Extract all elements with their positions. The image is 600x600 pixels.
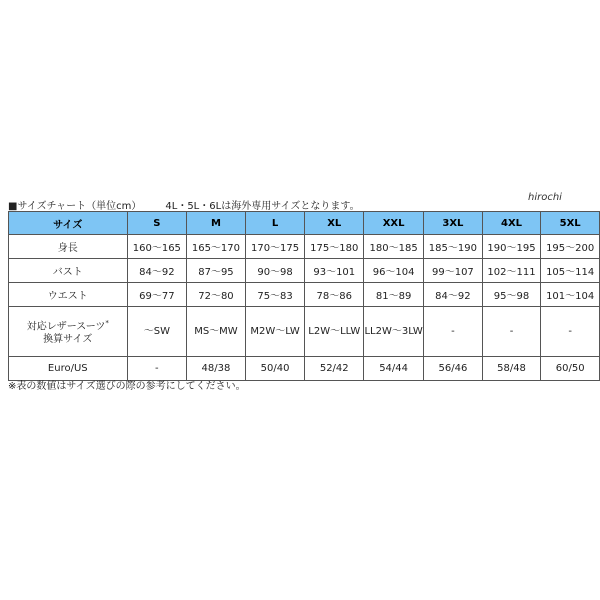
table-cell: 175～180: [305, 235, 364, 259]
table-cell: 50/40: [245, 357, 305, 381]
table-row-height: [9, 235, 600, 259]
table-cell: -: [482, 307, 541, 357]
header-cell-3xl: 3XL: [424, 212, 483, 235]
header-cell-4xl: 4XL: [482, 212, 541, 235]
table-cell: 90～98: [245, 259, 305, 283]
header-row: [9, 212, 600, 235]
table-cell: 102～111: [482, 259, 541, 283]
table-cell: 60/50: [541, 357, 600, 381]
table-cell: 56/46: [424, 357, 483, 381]
watermark-text: hirochi: [528, 192, 562, 203]
table-cell: 81～89: [364, 283, 424, 307]
table-cell: 96～104: [364, 259, 424, 283]
table-row-leather-suit: [9, 307, 600, 357]
table-cell: 52/42: [305, 357, 364, 381]
table-cell: -: [424, 307, 483, 357]
table-cell: 190～195: [482, 235, 541, 259]
table-cell: 72～80: [187, 283, 246, 307]
row-label-line1: 対応レザースーツ: [26, 321, 106, 333]
table-cell: -: [127, 357, 187, 381]
table-row-waist: [9, 283, 600, 307]
table-cell: 95～98: [482, 283, 541, 307]
table-cell: 54/44: [364, 357, 424, 381]
table-cell: 160～165: [127, 235, 187, 259]
header-cell-xl: XL: [305, 212, 364, 235]
chart-header: [8, 197, 360, 212]
row-label-line2: 換算サイズ: [43, 334, 93, 346]
table-cell: 87～95: [187, 259, 246, 283]
table-cell: 75～83: [245, 283, 305, 307]
asterisk-mark: *: [105, 318, 109, 327]
table-cell: MS～MW: [187, 307, 246, 357]
table-cell: 101～104: [541, 283, 600, 307]
table-row-bust: [9, 259, 600, 283]
table-cell: -: [541, 307, 600, 357]
table-cell: 48/38: [187, 357, 246, 381]
table-cell: 58/48: [482, 357, 541, 381]
header-cell-l: L: [245, 212, 305, 235]
table-cell: LL2W～3LW: [364, 307, 424, 357]
header-cell-5xl: 5XL: [541, 212, 600, 235]
table-cell: 69～77: [127, 283, 187, 307]
chart-title: ■サイズチャート（単位cm）: [8, 201, 142, 212]
header-cell-xxl: XXL: [364, 212, 424, 235]
table-cell: M2W～LW: [245, 307, 305, 357]
table-cell: L2W～LLW: [305, 307, 364, 357]
row-label: ウエスト: [9, 283, 128, 307]
header-cell-s: S: [127, 212, 187, 235]
table-cell: 99～107: [424, 259, 483, 283]
table-cell: 105～114: [541, 259, 600, 283]
overseas-size-note: 4L・5L・6Lは海外専用サイズとなります。: [165, 201, 360, 212]
table-cell: 170～175: [245, 235, 305, 259]
reference-footnote: ※表の数値はサイズ選びの際の参考にしてください。: [8, 381, 246, 392]
table-cell: 195～200: [541, 235, 600, 259]
row-label: Euro/US: [9, 357, 128, 381]
header-cell-size: サイズ: [9, 212, 128, 235]
table-cell: 93～101: [305, 259, 364, 283]
table-cell: 185～190: [424, 235, 483, 259]
header-cell-m: M: [187, 212, 246, 235]
table-cell: 165～170: [187, 235, 246, 259]
table-cell: 78～86: [305, 283, 364, 307]
size-chart-table: [8, 211, 600, 381]
row-label: バスト: [9, 259, 128, 283]
table-cell: 84～92: [127, 259, 187, 283]
row-label: 身長: [9, 235, 128, 259]
row-label: [9, 307, 128, 357]
table-cell: 180～185: [364, 235, 424, 259]
table-cell: 84～92: [424, 283, 483, 307]
table-cell: ～SW: [127, 307, 187, 357]
